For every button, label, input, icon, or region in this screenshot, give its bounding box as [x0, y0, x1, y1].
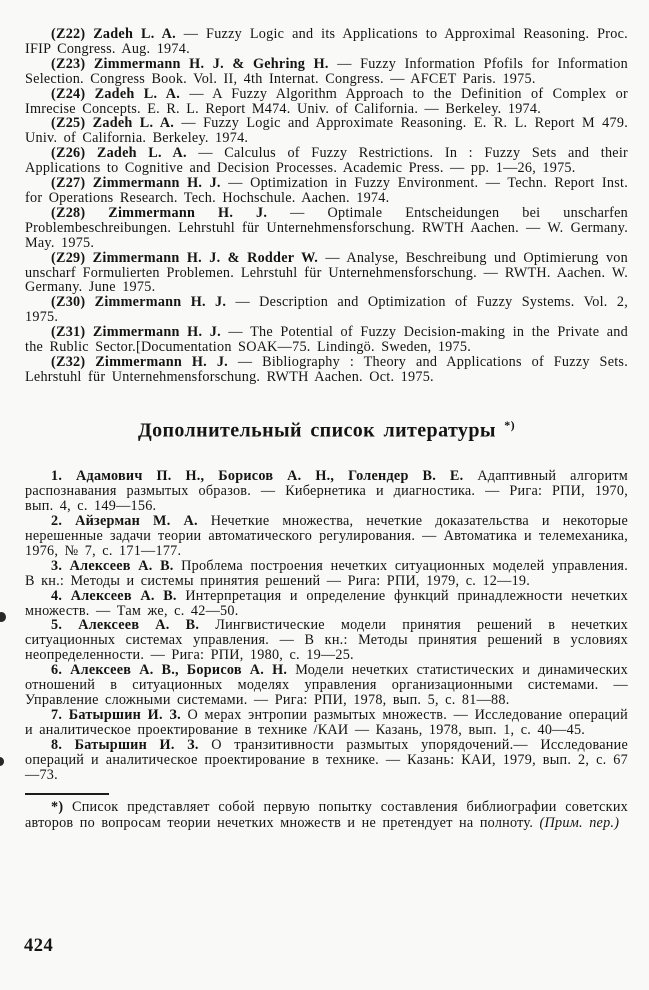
- ref-authors: 8. Батыршин И. З.: [51, 736, 199, 753]
- ref-authors: 1. Адамович П. Н., Борисов А. Н., Голендер В. Е.: [51, 468, 464, 485]
- ref-authors: 4. Алексеев А. В.: [51, 587, 177, 604]
- footnote-marker: *): [51, 799, 64, 816]
- ref-ru-4: [25, 589, 628, 619]
- ref-text: — Fuzzy Information Pfofils for Information Selection. Congress Book. Vol. II, 4th Internat. Congress. — AFCET Paris. 1975.: [25, 55, 628, 87]
- page-number: 424: [24, 936, 54, 956]
- ref-z26: [25, 146, 628, 176]
- ref-ru-3: [25, 559, 628, 589]
- scan-artifact: [0, 612, 6, 622]
- ref-authors: 6. Алексеев А. В., Борисов А. Н.: [51, 662, 288, 679]
- ref-z29: [25, 251, 628, 296]
- ref-authors: (Z32) Zimmermann H. J.: [51, 353, 228, 370]
- ref-authors: 7. Батыршин И. З.: [51, 706, 181, 723]
- ref-text: — Bibliography : Theory and Applications of Fuzzy Sets. Lehrstuhl für Unternehmensforschung. RWTH Aachen. Oct. 1975.: [25, 353, 629, 385]
- ref-authors: (Z26) Zadeh L. A.: [51, 145, 187, 162]
- ref-ru-2: [25, 514, 628, 559]
- ref-ru-7: [25, 708, 628, 738]
- ref-text: — Analyse, Beschreibung und Optimierung von unscharf Formulierten Problemen. Lehrstuhl für Unternehmensforschung. — RWTH. Aachen. W. Germany. June 1975.: [25, 249, 628, 296]
- ref-text: — Optimale Entscheidungen bei unscharfen Problembeschreibungen. Lehrstuhl für Unternehmensforschung. RWTH Aachen. — W. Germany. May. 1975.: [25, 204, 628, 251]
- footnote-divider: [25, 793, 109, 795]
- russian-references-list: [25, 469, 628, 782]
- ref-authors: 2. Айзерман М. А.: [51, 513, 198, 530]
- ref-authors: (Z25) Zadeh L. A.: [51, 115, 175, 132]
- ref-authors: 3. Алексеев А. В.: [51, 557, 174, 574]
- footnote-text: Список представляет собой первую попытку составления библиографии советских авторов по вопросам теории нечетких множеств и не претендует на полноту.: [25, 799, 629, 831]
- ref-z32: [25, 355, 628, 385]
- ref-text: Интерпретация и определение функций принадлежности нечетких множеств. — Там же, с. 42—50.: [25, 587, 628, 619]
- ref-authors: (Z31) Zimmermann H. J.: [51, 324, 221, 341]
- ref-authors: 5. Алексеев А. В.: [51, 617, 200, 634]
- section-title-footnote-mark: *): [504, 417, 516, 432]
- ref-authors: (Z29) Zimmermann H. J. & Rodder W.: [51, 249, 319, 266]
- ref-z30: [25, 295, 628, 325]
- ref-authors: (Z28) Zimmermann H. J.: [51, 204, 268, 221]
- footnote-translator-note: (Прим. пер.): [539, 814, 620, 831]
- ref-text: Лингвистические модели принятия решений в нечетких ситуационных системах управления. — В кн.: Методы принятия решений в условиях неопределенности. — Рига: РПИ, 1980, с. 19—25.: [25, 617, 629, 664]
- ref-authors: (Z23) Zimmermann H. J. & Gehring H.: [51, 55, 329, 72]
- english-references-list: [25, 27, 628, 385]
- ref-text: Нечеткие множества, нечеткие доказательства и некоторые нерешенные задачи теории автоматического регулирования. — Автоматика и телемеханика, 1976, № 7, с. 171—177.: [25, 513, 628, 559]
- ref-ru-6: [25, 663, 628, 708]
- ref-authors: (Z24) Zadeh L. A.: [51, 85, 181, 102]
- ref-text: — The Potential of Fuzzy Decision-making in the Private and the Rublic Sector.[Documentation SOAK—75. Lindingö. Sweden, 1975.: [25, 324, 628, 356]
- ref-z28: [25, 206, 628, 251]
- ref-text: О мерах энтропии размытых множеств. — Исследование операций и аналитическое проектирование в технике /КАИ — Казань, 1978, вып. 1, с. 40—45.: [25, 706, 628, 738]
- ref-authors: (Z27) Zimmermann H. J.: [51, 175, 221, 192]
- ref-text: Модели нечетких статистических и динамических отношений в ситуационных моделях управления организационными системами. — Управление сложными системами. — Рига: РПИ, 1978, вып. 5, с. 81—88.: [25, 662, 628, 708]
- ref-authors: (Z22) Zadeh L. A.: [51, 26, 176, 42]
- translator-footnote: [25, 800, 628, 830]
- ref-text: — A Fuzzy Algorithm Approach to the Definition of Complex or Imrecise Concepts. E. R. L. Report M474. Univ. of California. — Berkeley. 1974.: [25, 85, 628, 117]
- section-title-text: Дополнительный список литературы: [137, 419, 496, 442]
- scan-artifact: [0, 757, 4, 766]
- ref-text: — Optimization in Fuzzy Environment. — Techn. Report Inst. for Operations Research. Tech. Hochschule. Aachen. 1974.: [25, 175, 628, 206]
- ref-z23: [25, 57, 628, 87]
- ref-text: — Fuzzy Logic and its Applications to Approximal Reasoning. Proc. IFIP Congress. Aug. 1974.: [25, 26, 628, 57]
- ref-text: Проблема построения нечетких ситуационных моделей управления. В кн.: Методы и системы принятия решений — Рига: РПИ, 1979, с. 12—19.: [25, 557, 628, 589]
- ref-z27: [25, 176, 628, 206]
- ref-text: — Fuzzy Logic and Approximate Reasoning. E. R. L. Report M 479. Univ. of California. Berkeley. 1974.: [25, 115, 628, 147]
- ref-ru-1: [25, 469, 628, 514]
- ref-z31: [25, 325, 628, 355]
- ref-ru-5: [25, 618, 628, 663]
- ref-z24: [25, 87, 628, 117]
- ref-text: — Description and Optimization of Fuzzy Systems. Vol. 2, 1975.: [25, 294, 628, 326]
- ref-text: Адаптивный алгоритм распознавания размытых образов. — Кибернетика и диагностика. — Рига: РПИ, 1970, вып. 4, с. 149—156.: [25, 468, 629, 515]
- ref-text: О транзитивности размытых упорядочений.— Исследование операций и аналитическое проектирование в технике. — Казань: КАИ, 1979, вып. 2, с. 67—73.: [25, 736, 629, 783]
- ref-z25: [25, 116, 628, 146]
- ref-ru-8: [25, 738, 628, 783]
- ref-text: — Calculus of Fuzzy Restrictions. In : Fuzzy Sets and their Applications to Cognitive and Decision Processes. Academic Press. — pp. 1—26, 1975.: [25, 145, 628, 177]
- section-title: [25, 418, 628, 443]
- ref-authors: (Z30) Zimmermann H. J.: [51, 294, 227, 311]
- ref-z22: [25, 27, 628, 57]
